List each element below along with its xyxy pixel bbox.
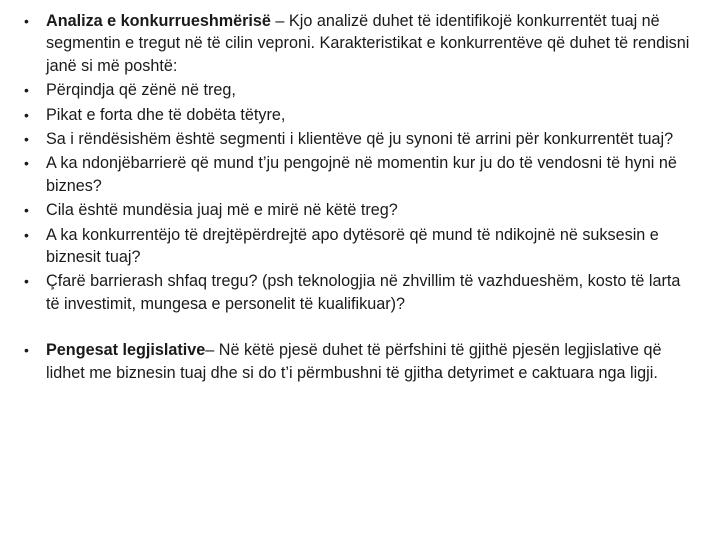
bullet-text: A ka ndonjëbarrierë që mund t’ju pengojnë në momentin kur ju do të vendosni të hyni në biznes?: [46, 154, 677, 195]
bullet-direct-competitors: [20, 224, 690, 269]
bullet-text: Pikat e forta dhe të dobëta tëtyre,: [46, 105, 286, 124]
bullet-heading: Pengesat legjislative: [46, 341, 206, 360]
bullet-dot-icon: •: [24, 106, 29, 123]
bullet-competition-analysis: [20, 10, 690, 77]
bullet-dot-icon: •: [24, 342, 29, 359]
bullet-text: A ka konkurrentëjo të drejtëpërdrejtë apo dytësorë që mund të ndikojnë në suksesin e biznesit tuaj?: [46, 225, 659, 267]
bullet-list: [20, 10, 690, 384]
bullet-dot-icon: •: [24, 226, 29, 243]
bullet-heading: Analiza e konkurrueshmërisë: [46, 12, 271, 30]
bullet-market-barriers: [20, 270, 690, 315]
bullet-text: – Kjo analizë duhet të identifikojë konkurrentët tuaj në segmentin e tregut në të cilin veproni. Karakteristikat e konkurrentëve që duhet të rendisni janë si më poshtë:: [46, 12, 690, 75]
bullet-text: Cila është mundësia juaj më e mirë në këtë treg?: [46, 201, 398, 220]
bullet-strengths-weaknesses: [20, 104, 690, 126]
bullet-dot-icon: •: [24, 202, 29, 219]
bullet-dot-icon: •: [24, 273, 29, 290]
bullet-text: – Në këtë pjesë duhet të përfshini të gjithë pjesën legjislative që lidhet me biznesin tuaj dhe si do t’i përmbushni të gjitha detyrimet e caktuara nga ligji.: [46, 341, 662, 382]
bullet-text: Sa i rëndësishëm është segmenti i klientëve që ju synoni të arrini për konkurrentët tuaj?: [46, 130, 674, 149]
bullet-segment-importance: [20, 128, 690, 150]
bullet-text: Përqindja që zënë në treg,: [46, 81, 236, 100]
bullet-best-opportunity: [20, 199, 690, 221]
bullet-market-share: [20, 79, 690, 101]
bullet-text: Çfarë barrierash shfaq tregu? (psh teknologjia në zhvillim të vazhdueshëm, kosto të larta të investimit, mungesa e personelit të kualifikuar)?: [46, 272, 681, 313]
bullet-legislative-obstacles: [20, 339, 690, 384]
bullet-dot-icon: •: [24, 131, 29, 148]
bullet-dot-icon: •: [24, 155, 29, 172]
bullet-entry-barrier: [20, 152, 690, 197]
bullet-dot-icon: •: [24, 13, 29, 29]
bullet-dot-icon: •: [24, 82, 29, 99]
